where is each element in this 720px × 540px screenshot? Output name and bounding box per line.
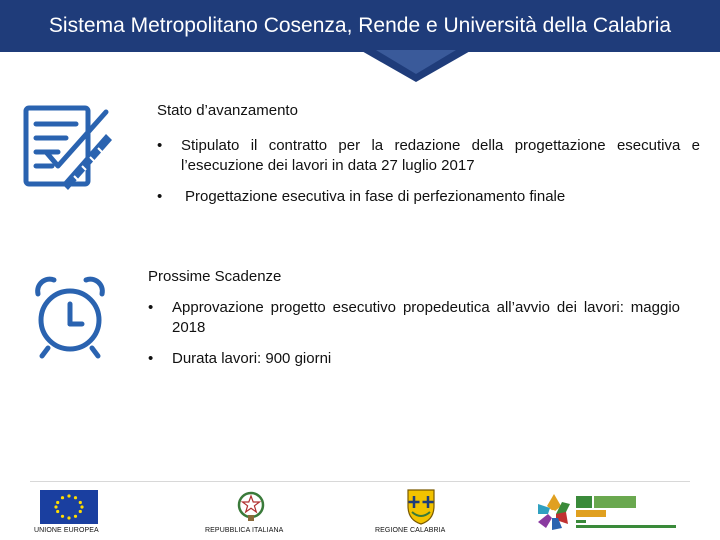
status-section-title: Stato d’avanzamento [157,102,298,119]
italian-emblem-icon [236,488,266,524]
header-bar [0,0,720,52]
slide-title: Sistema Metropolitano Cosenza, Rende e Università della Calabria [48,14,672,37]
bullet-marker: • [148,299,154,316]
deadlines-bullet-approval [148,298,680,338]
bullet-text: Approvazione progetto esecutivo propedeutica all’avvio dei lavori: maggio 2018 [172,299,680,336]
status-bullet-design [157,187,700,207]
deadlines-section-title: Prossime Scadenze [148,268,282,285]
alarm-clock-icon [30,274,110,360]
deadlines-bullet-duration [148,349,680,369]
eu-label: UNIONE EUROPEA [34,527,99,534]
footer-divider [30,481,690,482]
bullet-marker: • [157,188,163,205]
bullet-marker: • [148,350,154,367]
calabria-crest-icon [402,486,440,526]
por-calabria-wordmark [576,496,676,528]
status-bullet-contract [157,136,700,176]
bullet-text: Durata lavori: 900 giorni [172,350,332,367]
eu-flag-icon [40,490,98,524]
bullet-marker: • [157,137,163,154]
bullet-text: Stipulato il contratto per la redazione della progettazione esecutiva e l’esecuzione dei lavori in data 27 luglio 2017 [181,137,700,174]
calabria-region-label: REGIONE CALABRIA [375,527,446,534]
italian-republic-label: REPUBBLICA ITALIANA [205,527,284,534]
bullet-text: Progettazione esecutiva in fase di perfezionamento finale [185,188,566,205]
checklist-icon [22,100,114,192]
por-calabria-logo [534,490,682,536]
header-notch-arrow [360,50,472,82]
